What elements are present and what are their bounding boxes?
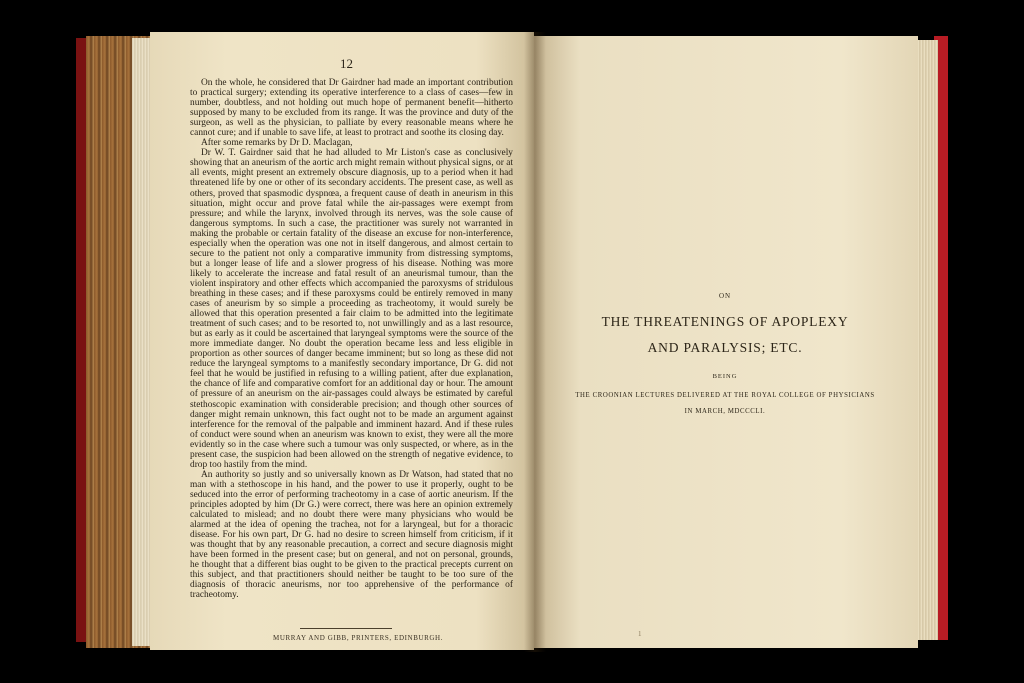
- page-footer-mark: 1: [638, 630, 642, 638]
- printer-imprint: MURRAY AND GIBB, PRINTERS, EDINBURGH.: [273, 634, 444, 642]
- footer-rule: [300, 628, 392, 629]
- paragraph: Dr W. T. Gairdner said that he had alluded to Mr Liston's case as conclusively showing that an aneurism of the aortic arch might remain without physical signs, or at all events, might present an extremely obscure diagnosis, up to a period when it had threatened life by one or other of its secondary accidents. The present case, as well as others, proved that spasmodic dyspnœa, a frequent cause of death in aneurism in this situation, might occur and prove fatal while the air-passages were exempt from pressure; and while the larynx, involved through its nerves, was the sole cause of dangerous symptoms. In such a case, the practitioner was surely not warranted in making the probable or certain fatality of the disease an excuse for non-interference, especially when the operation was one not in itself dangerous, and almost certain to secure to the patient not only a comparative immunity from distressing symptoms, but a longer lease of life and a slower progress of his disease. Nothing was more likely to accelerate the increase and fatal result of an aneurismal tumour, than the violent inspiratory and other effects which accompanied the paroxysms of stridulous breathing in these cases; and if these paroxysms could be entirely removed in many cases of aneurism by so simple a proceeding as tracheotomy, it would surely be allowed that this operation presented a fair claim to be admitted into the legitimate treatment of such cases; and to be resorted to, not unwillingly and as a last resource, but as early as it could be ascertained that laryngeal symptoms were the source of the more immediate danger. No doubt the operation became less and less eligible in proportion as other sources of danger became imminent; but so long as these did not reduce the laryngeal symptoms to a manifestly secondary importance, Dr G. did not feel that he would be justified in refusing to a willing patient, after due explanation, the chance of life and comparative comfort for an additional day or hour. The amount of pressure of an aneurism on the air-passages could always be estimated by careful stethoscopic examination with considerable precision; and though other sources of danger might remain unknown, this fact ought not to be made an argument against interference for the removal of the palpable and imminent hazard. And if these rules of conduct were sound when an aneurism was known to exist, they were all the more evidently so in the case where such a tumour was only suspected, or where, as in the present case, the suspicion had been allowed on the strength of negative evidence, to drop too hastily from the mind.: [190, 148, 513, 470]
- paragraph: On the whole, he considered that Dr Gairdner had made an important contribution to practical surgery; extending its operative interference to a class of cases—few in number, doubtless, and not holding out much hope of permanent benefit—hitherto supposed by many to be excluded from its range. It was the province and duty of the surgeon, as well as the physician, to palliate by every reasonable means where he cannot cure; and if unable to save life, at least to protract and soothe its closing day.: [190, 78, 513, 139]
- paragraph: An authority so justly and so universally known as Dr Watson, had stated that no man with a stethoscope in his hand, and the power to use it properly, ought to be seduced into the error of performing tracheotomy in a case of aortic aneurism. If the principles adopted by him (Dr G.) were correct, there was here an opinion extremely calculated to mislead; and no doubt there were many physicians who would be alarmed at the idea of opening the trachea, not for a laryngeal, but for a thoracic disease. For his own part, Dr G. had no desire to screen himself from criticism, if it was thought that by any reasonable precaution, a correct and secure diagnosis might have been formed in the present case; but on general, and not on personal, grounds, he thought that a different bias ought to be given to the practical precepts current on this subject, and that practitioners should neither be taught to be too sure of the diagnosis of thoracic aneurisms, nor too apprehensive of the performance of tracheotomy.: [190, 469, 513, 601]
- title-line-2: AND PARALYSIS; ETC.: [647, 340, 803, 355]
- title-on: ON: [718, 292, 732, 300]
- book-gutter: [524, 32, 546, 652]
- left-page-body: [190, 78, 513, 602]
- subtitle-line-1: THE CROONIAN LECTURES DELIVERED AT THE ROYAL COLLEGE OF PHYSICIANS: [575, 392, 875, 399]
- paragraph: After some remarks by Dr D. Maclagan,: [201, 138, 353, 149]
- title-being: BEING: [712, 373, 738, 380]
- subtitle-line-2: IN MARCH, MDCCCLI.: [684, 408, 766, 415]
- page-number: 12: [340, 56, 353, 71]
- title-line-1: THE THREATENINGS OF APOPLEXY: [601, 314, 849, 329]
